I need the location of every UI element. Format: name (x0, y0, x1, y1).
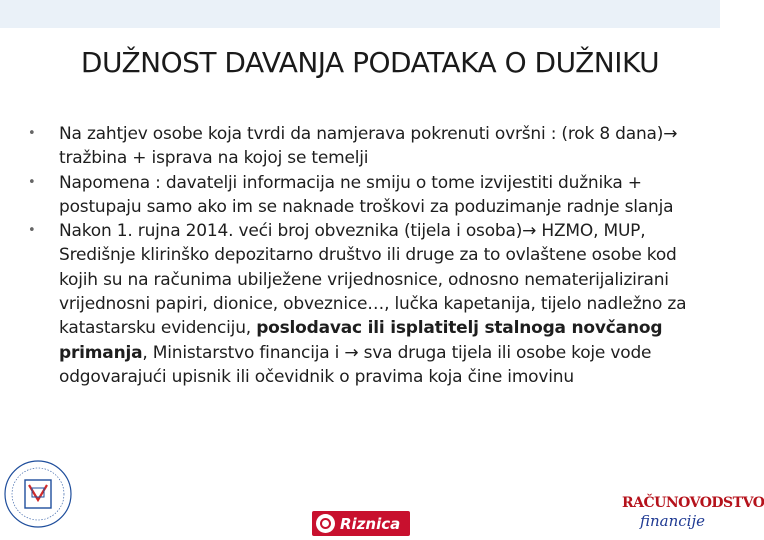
arrow-icon: → (344, 342, 359, 363)
riznica-logo-text: Riznica (340, 514, 401, 533)
arrow-icon: → (663, 124, 678, 144)
racunovodstvo-financije-logo-icon (622, 494, 764, 534)
bullet-item (28, 171, 688, 220)
slide-title: DUŽNOST DAVANJA PODATAKA O DUŽNIKU (80, 46, 660, 79)
slide-top-band (0, 0, 720, 28)
logo-right-top-text: RAČUNOVODSTVO (622, 495, 764, 511)
logo-right-bottom-text: financije (640, 512, 705, 530)
text-segment: Napomena : davatelji informacija ne smiju o tome izvijestiti dužnika + postupaju samo ako im se naknade troškovi za poduzimanje radnje slanja (59, 172, 674, 217)
bullet-marker: • (28, 126, 36, 141)
bullet-marker: • (28, 174, 36, 190)
bullet-item (28, 219, 688, 389)
text-segment: sva druga tijela ili osobe koje vode odgovarajući upisnik ili očevidnik o pravima koja čine imovinu (59, 342, 652, 387)
institution-seal-icon (2, 458, 74, 530)
bold-text-segment: poslodavac ili isplatitelj stalnoga novčanog primanja (59, 318, 663, 363)
text-segment: , Ministarstvo financija i (142, 342, 345, 363)
bullet-item (28, 122, 688, 171)
text-segment: tražbina + isprava na kojoj se temelji (59, 148, 369, 169)
arrow-icon: → (522, 221, 537, 242)
text-segment: Nakon 1. rujna 2014. veći broj obveznika (tijela i osoba) (59, 221, 523, 242)
bullet-marker: • (28, 223, 36, 239)
text-segment: Na zahtjev osobe koja tvrdi da namjerava pokrenuti ovršni : (rok 8 dana) (59, 124, 664, 144)
text-segment: HZMO, MUP, Središnje klirinško depozitarno društvo ili druge za to ovlaštene osobe kod kojih su na računima ubilježene vrijednosnice, odnosno nematerijalizirani vrijednosni papiri, dionice, obveznice…, lučka kapetanija, tijelo nadležno za katastarsku evidenciju, (59, 221, 687, 339)
bullet-list (28, 122, 688, 389)
riznica-logo-icon (312, 511, 410, 536)
